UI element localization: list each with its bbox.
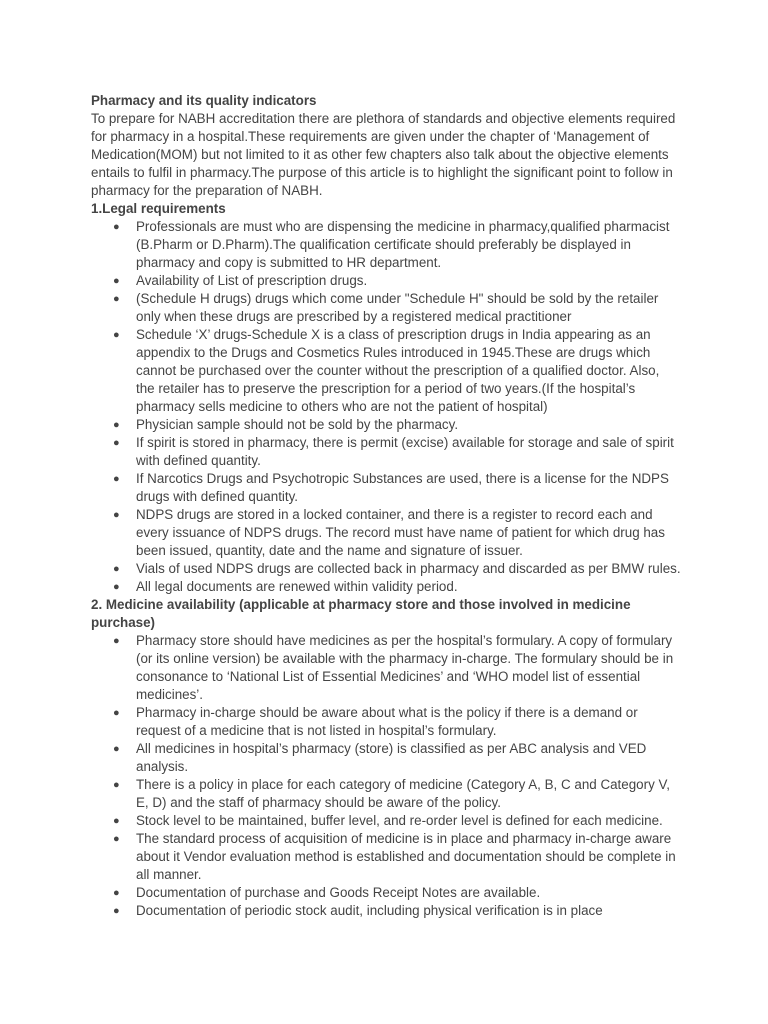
legal-requirements-list [91,218,681,596]
bullet-icon: ● [113,581,120,593]
bullet-icon: ● [113,563,120,575]
document-body [91,92,681,920]
list-item [91,434,681,470]
list-item-text: Schedule ‘X’ drugs-Schedule X is a class of prescription drugs in India appearing as an appendix to the Drugs and Cosmetics Rules introduced in 1945.These are drugs which cannot be purchased over the counter without the prescription of a qualified doctor. Also, the retailer has to preserve the prescription for a period of two years.(If the hospital’s pharmacy sells medicine to others who are not the patient of hospital) [136,327,660,414]
list-item [91,740,681,776]
list-item-text: Professionals are must who are dispensing the medicine in pharmacy,qualified pharmacist (B.Pharm or D.Pharm).The qualification certificate should preferably be displayed in pharmacy and copy is submitted to HR department. [136,219,670,270]
bullet-icon: ● [113,221,120,233]
section-heading-legal: 1.Legal requirements [91,201,226,216]
list-item-text: Documentation of periodic stock audit, including physical verification is in place [136,903,603,918]
list-item-text: Vials of used NDPS drugs are collected back in pharmacy and discarded as per BMW rules. [136,561,681,576]
list-item-text: If spirit is stored in pharmacy, there is permit (excise) available for storage and sale of spirit with defined quantity. [136,435,674,468]
list-item-text: There is a policy in place for each category of medicine (Category A, B, C and Category V, E, D) and the staff of pharmacy should be aware of the policy. [136,777,670,810]
bullet-icon: ● [113,743,120,755]
section-heading-medicine-availability: 2. Medicine availability (applicable at pharmacy store and those involved in medicine purchase) [91,597,631,630]
list-item [91,704,681,740]
bullet-icon: ● [113,887,120,899]
list-item-text: Availability of List of prescription drugs. [136,273,368,288]
list-item [91,812,681,830]
bullet-icon: ● [113,329,120,341]
list-item [91,830,681,884]
bullet-icon: ● [113,779,120,791]
list-item-text: The standard process of acquisition of medicine is in place and pharmacy in-charge aware about it Vendor evaluation method is established and documentation should be complete in all manner. [136,831,676,882]
bullet-icon: ● [113,509,120,521]
list-item [91,506,681,560]
document-title: Pharmacy and its quality indicators [91,93,317,108]
bullet-icon: ● [113,815,120,827]
list-item-text: NDPS drugs are stored in a locked container, and there is a register to record each and every issuance of NDPS drugs. The record must have name of patient for which drug has been issued, quantity, date and the name and signature of issuer. [136,507,665,558]
bullet-icon: ● [113,437,120,449]
medicine-availability-list [91,632,681,920]
list-item [91,632,681,704]
list-item [91,272,681,290]
bullet-icon: ● [113,419,120,431]
list-item-text: All medicines in hospital’s pharmacy (store) is classified as per ABC analysis and VED analysis. [136,741,647,774]
list-item-text: All legal documents are renewed within validity period. [136,579,458,594]
list-item [91,884,681,902]
list-item [91,470,681,506]
bullet-icon: ● [113,473,120,485]
list-item [91,218,681,272]
bullet-icon: ● [113,707,120,719]
bullet-icon: ● [113,905,120,917]
list-item-text: Physician sample should not be sold by the pharmacy. [136,417,459,432]
list-item-text: (Schedule H drugs) drugs which come under "Schedule H" should be sold by the retailer only when these drugs are prescribed by a registered medical practitioner [136,291,659,324]
list-item [91,578,681,596]
list-item [91,902,681,920]
intro-paragraph: To prepare for NABH accreditation there are plethora of standards and objective elements required for pharmacy in a hospital.These requirements are given under the chapter of ‘Management of Medication(MOM) but not limited to it as other few chapters also talk about the objective elements entails to fulfil in pharmacy.The purpose of this article is to highlight the significant point to follow in pharmacy for the preparation of NABH. [91,111,676,198]
list-item-text: If Narcotics Drugs and Psychotropic Substances are used, there is a license for the NDPS drugs with defined quantity. [136,471,669,504]
list-item [91,776,681,812]
list-item [91,416,681,434]
list-item-text: Stock level to be maintained, buffer level, and re-order level is defined for each medicine. [136,813,663,828]
list-item [91,326,681,416]
bullet-icon: ● [113,833,120,845]
bullet-icon: ● [113,293,120,305]
list-item [91,290,681,326]
bullet-icon: ● [113,275,120,287]
list-item-text: Pharmacy store should have medicines as per the hospital’s formulary. A copy of formulary (or its online version) be available with the pharmacy in-charge. The formulary should be in consonance to ‘National List of Essential Medicines’ and ‘WHO model list of essential medicines’. [136,633,674,702]
list-item [91,560,681,578]
list-item-text: Documentation of purchase and Goods Receipt Notes are available. [136,885,541,900]
list-item-text: Pharmacy in-charge should be aware about what is the policy if there is a demand or request of a medicine that is not listed in hospital’s formulary. [136,705,638,738]
bullet-icon: ● [113,635,120,647]
